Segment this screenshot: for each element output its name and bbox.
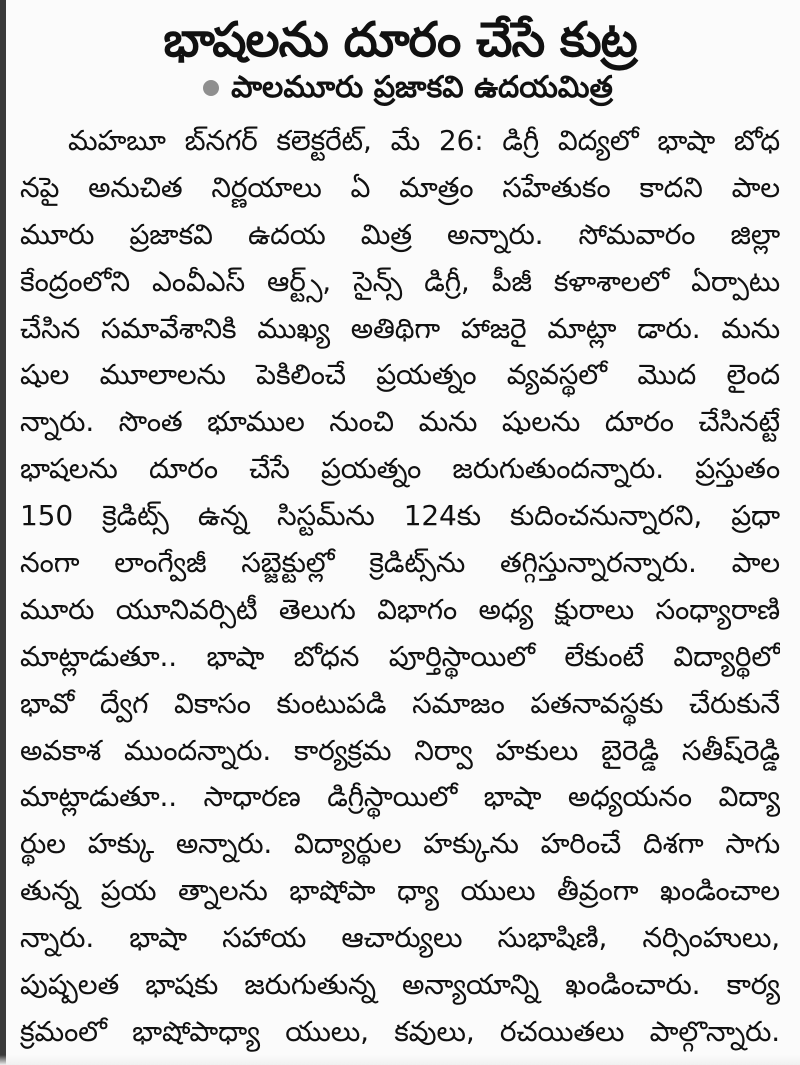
- article-line-17: తున్న ప్రయ త్నాలను భాషోపా ధ్యా యులు తీవ్రంగా ఖండించాల: [20, 874, 780, 908]
- article-line-9: 150 క్రెడిట్స్ ఉన్న సిస్టమ్‌ను 124కు కుదించనున్నారని, ప్రధా: [20, 499, 780, 533]
- article-line-20: క్రమంలో భాషోపాధ్యా యులు, కవులు, రచయితలు పాల్గొన్నారు.: [20, 1014, 780, 1048]
- article-line-19: పుష్పలత భాషకు జరుగుతున్న అన్యాయాన్ని ఖండించారు. కార్య: [20, 968, 780, 1002]
- article-line-1: మహబూ బ్‌నగర్ కలెక్టరేట్, మే 26: డిగ్రీ విద్యలో భాషా బోధ: [68, 124, 780, 157]
- article-line-14: అవకాశ ముందన్నారు. కార్యక్రమ నిర్వా హకులు బైరెడ్డి సతీష్‌రెడ్డి: [20, 733, 780, 767]
- article-line-2: నపై అనుచిత నిర్ణయాలు ఏ మాత్రం సహేతుకం కాదని పాల: [20, 170, 780, 204]
- clipping-bottom-edge: [0, 1055, 800, 1065]
- byline-bullet-icon: [203, 80, 219, 96]
- article-line-12: మాట్లాడుతూ.. భాషా బోధన పూర్తిస్థాయిలో లేకుంటే విద్యార్థిలో: [20, 639, 780, 673]
- article-line-16: ర్థుల హక్కు అన్నారు. విద్యార్థుల హక్కును హరించే దిశగా సాగు: [20, 827, 780, 861]
- byline-text: పాలమూరు ప్రజాకవి ఉదయమిత్ర: [231, 70, 613, 105]
- article-line-10: నంగా లాంగ్వేజీ సబ్జెక్టుల్లో క్రెడిట్స్‌ను తగ్గిస్తున్నారన్నారు. పాల: [20, 546, 780, 580]
- left-column-rule: [0, 0, 6, 1065]
- article-headline: భాషలను దూరం చేసే కుట్ర: [163, 12, 637, 68]
- article-line-15: మాట్లాడుతూ.. సాధారణ డిగ్రీస్థాయిలో భాషా అధ్యయనం విద్యా: [20, 780, 780, 814]
- article-line-6: షుల మూలాలను పెకిలించే ప్రయత్నం వ్యవస్థలో మొద లైంద: [20, 358, 780, 392]
- article-line-13: భావో ద్వేగ వికాసం కుంటుపడి సమాజం పతనావస్థకు చేరుకునే: [20, 686, 780, 720]
- article-line-4: కేంద్రంలోని ఎంవీఎస్ ఆర్ట్స్, సైన్స్ డిగ్రీ, పీజీ కళాశాలలో ఏర్పాటు: [20, 264, 780, 298]
- article-line-5: చేసిన సమావేశానికి ముఖ్య అతిథిగా హాజరై మాట్లా డారు. మను: [20, 311, 780, 345]
- article-line-18: న్నారు. భాషా సహాయ ఆచార్యులు సుభాషిణి, నర్సింహులు,: [20, 921, 780, 955]
- article-byline: [118, 66, 698, 110]
- article-line-11: మూరు యూనివర్సిటీ తెలుగు విభాగం అధ్య క్షురాలు సంధ్యారాణి: [20, 592, 780, 626]
- article-body: [20, 118, 780, 1056]
- article-line-3: మూరు ప్రజాకవి ఉదయ మిత్ర అన్నారు. సోమవారం జిల్లా: [20, 217, 780, 251]
- article-line-7: న్నారు. సొంత భూముల నుంచి మను షులను దూరం చేసినట్టే: [20, 405, 780, 439]
- article-line-8: భాషలను దూరం చేసే ప్రయత్నం జరుగుతుందన్నారు. ప్రస్తుతం: [20, 452, 780, 486]
